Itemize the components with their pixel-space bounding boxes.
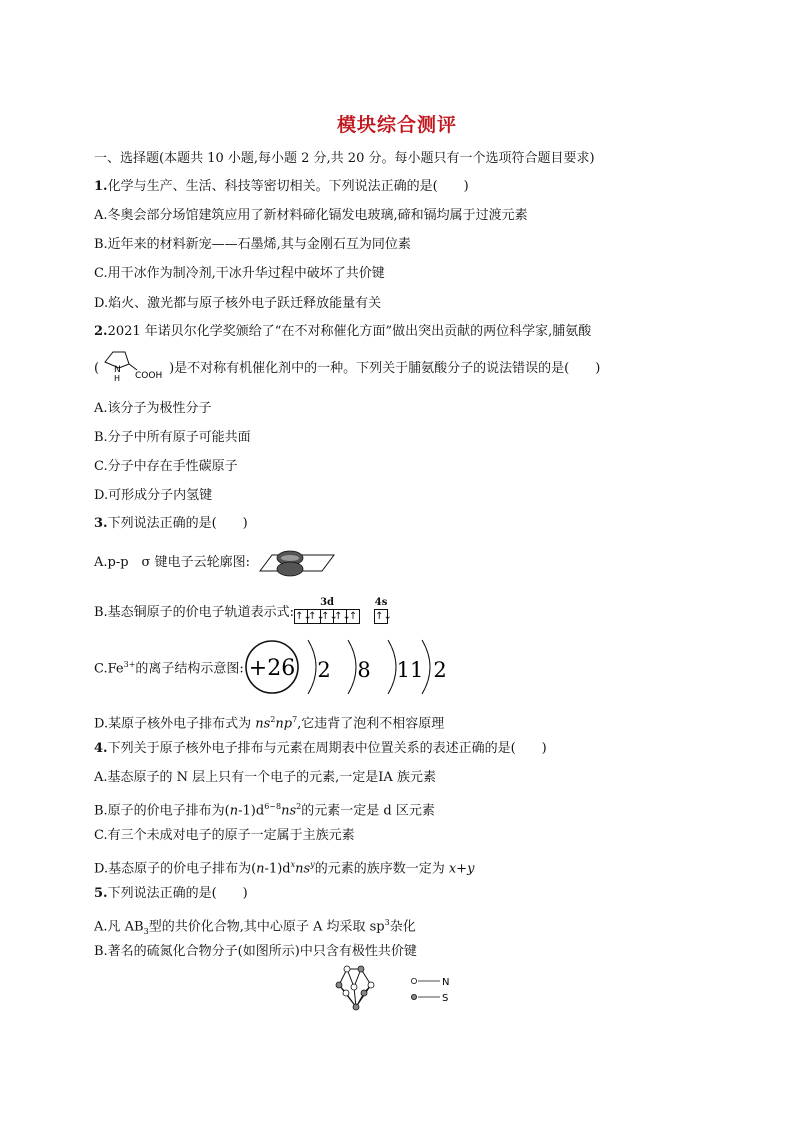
- question-text: 2021 年诺贝尔化学奖颁给了“在不对称催化方面”做出突出贡献的两位科学家,脯氨酸: [107, 324, 592, 339]
- q1-option-a: A.冬奥会部分场馆建筑应用了新材料碲化镉发电玻璃,碲和镉均属于过渡元素: [94, 208, 528, 223]
- shell-1-count: 2: [317, 658, 331, 682]
- fe-charge: 3+: [123, 659, 136, 669]
- legend-s-label: S: [442, 993, 449, 1004]
- q4-option-b: [94, 798, 435, 820]
- formula-ns: ns: [295, 861, 311, 877]
- option-text-tail: 的元素一定是 d 区元素: [301, 803, 435, 819]
- q1-option-d: D.焰火、激光都与原子核外电子跃迁释放能量有关: [94, 296, 382, 311]
- mol-n-label: N: [114, 365, 121, 375]
- legend-n-marker: [411, 978, 416, 983]
- section-heading: 一、选择题(本题共 10 小题,每小题 2 分,共 20 分。每小题只有一个选项符合题目要求): [94, 151, 595, 166]
- q5-option-b: B.著名的硫氮化合物分子(如图所示)中只含有极性共价键: [94, 944, 417, 959]
- orbital-box: ↑↓: [375, 611, 392, 622]
- orbital-box: ↑↓: [308, 611, 325, 622]
- formula-ns: ns: [255, 716, 271, 732]
- orbital-row-3d: [294, 609, 360, 624]
- question-2-stem: [94, 323, 591, 341]
- orbital-box: ↑: [348, 611, 358, 622]
- option-text-tail: 的离子结构示意图:: [135, 661, 244, 677]
- option-text-tail: 的元素的族序数一定为: [314, 861, 449, 877]
- shell-2-count: 8: [357, 658, 371, 682]
- question-number: 2.: [94, 324, 108, 339]
- question-text: 下列说法正确的是( ): [107, 516, 248, 531]
- option-text-mid: 型的共价化合物,其中心原子 A 均采取 sp: [148, 919, 385, 935]
- option-text: [94, 656, 244, 678]
- q1-option-c: C.用干冰作为制冷剂,干冰升华过程中破坏了共价键: [94, 266, 385, 281]
- shell-3-count: 11: [396, 658, 424, 682]
- label-4s: 4s: [374, 597, 388, 608]
- q4-option-a: A.基态原子的 N 层上只有一个电子的元素,一定是ⅠA 族元素: [94, 770, 436, 785]
- formula-x: x: [290, 860, 296, 869]
- q2-option-b: B.分子中所有原子可能共面: [94, 430, 251, 445]
- option-text: D.基态原子的价电子排布为(: [94, 861, 257, 877]
- question-text: 化学与生产、生活、科技等密切相关。下列说法正确的是( ): [107, 179, 469, 194]
- question-text: 下列说法正确的是( ): [107, 886, 248, 901]
- label-3d: 3d: [320, 597, 335, 608]
- formula-mid: -1)d: [264, 861, 291, 877]
- formula-sup: 7: [292, 715, 298, 724]
- formula-sup: 6~8: [264, 802, 282, 811]
- question-1-stem: [94, 178, 469, 196]
- formula-y: y: [310, 860, 315, 869]
- mol-cooh-label: COOH: [135, 371, 163, 381]
- question-5-stem: [94, 885, 248, 903]
- fe-label: C.Fe: [94, 661, 124, 677]
- question-text: )是不对称有机催化剂中的一种。下列关于脯氨酸分子的说法错误的是( ): [169, 361, 601, 376]
- orbital-box: ↑↓: [334, 611, 351, 622]
- formula-n: n: [256, 861, 265, 877]
- formula-xy: x+y: [448, 861, 475, 877]
- q2-option-c: C.分子中存在手性碳原子: [94, 459, 238, 474]
- orbital-box: ↑↓: [295, 611, 312, 622]
- orbital-group-4s: [374, 597, 392, 624]
- question-number: 5.: [94, 886, 108, 901]
- q3-option-d: [94, 711, 444, 733]
- question-text: 下列关于原子核外电子排布与元素在周期表中位置关系的表述正确的是( ): [107, 741, 547, 756]
- sigma-bond-orbital-diagram: [250, 549, 336, 577]
- proline-structure: [99, 346, 169, 382]
- fe-ion-structure-diagram: [244, 636, 464, 698]
- orbital-group-3d: [294, 597, 360, 624]
- orbital-row-4s: [374, 609, 392, 624]
- nucleus-charge: +26: [248, 656, 296, 681]
- legend-s-marker: [411, 994, 416, 999]
- question-3-stem: [94, 515, 248, 533]
- q4-option-c: C.有三个未成对电子的原子一定属于主族元素: [94, 828, 355, 843]
- option-text: A.凡 AB: [94, 919, 144, 935]
- question-number: 3.: [94, 516, 108, 531]
- shell-4-count: 2: [433, 658, 447, 682]
- question-number: 4.: [94, 741, 108, 756]
- formula-ns: ns: [281, 803, 297, 819]
- option-text: B.基态铜原子的价电子轨道表示式:: [94, 605, 295, 620]
- formula-sup: 3: [384, 918, 390, 927]
- formula-mid: -1)d: [238, 803, 265, 819]
- option-text: B.原子的价电子排布为(: [94, 803, 230, 819]
- q1-option-b: B.近年来的材料新宠——石墨烯,其与金刚石互为同位素: [94, 237, 411, 252]
- q5-option-a: [94, 914, 416, 941]
- q4-option-d: [94, 856, 474, 878]
- option-text-tail: ,它违背了泡利不相容原理: [297, 716, 445, 732]
- q2-option-a: A.该分子为极性分子: [94, 401, 212, 416]
- legend-n-label: N: [442, 977, 450, 988]
- q3-option-b: [94, 592, 392, 624]
- sulfur-nitride-structure: [334, 963, 464, 1015]
- option-text-tail: 杂化: [389, 919, 416, 935]
- q2-option-d: D.可形成分子内氢键: [94, 488, 213, 503]
- option-text: A.p-p σ 键电子云轮廓图:: [94, 555, 250, 570]
- formula-sup: 2: [270, 715, 276, 724]
- copper-orbital-diagram: [294, 597, 392, 624]
- option-text: D.某原子核外电子排布式为: [94, 716, 256, 732]
- q3-option-a: [94, 548, 336, 578]
- mol-h-label: H: [114, 374, 121, 382]
- formula-sup: 2: [296, 802, 302, 811]
- paren-open: (: [94, 361, 100, 376]
- formula-sub: 3: [143, 926, 149, 936]
- formula-np: np: [275, 716, 293, 732]
- orbital-box: ↑↓: [321, 611, 338, 622]
- question-4-stem: [94, 740, 547, 758]
- question-number: 1.: [94, 179, 108, 194]
- formula-n: n: [229, 803, 239, 819]
- question-2-stem-line2: [94, 346, 600, 382]
- q3-option-c: [94, 636, 464, 698]
- page-title: 模块综合测评: [336, 114, 457, 136]
